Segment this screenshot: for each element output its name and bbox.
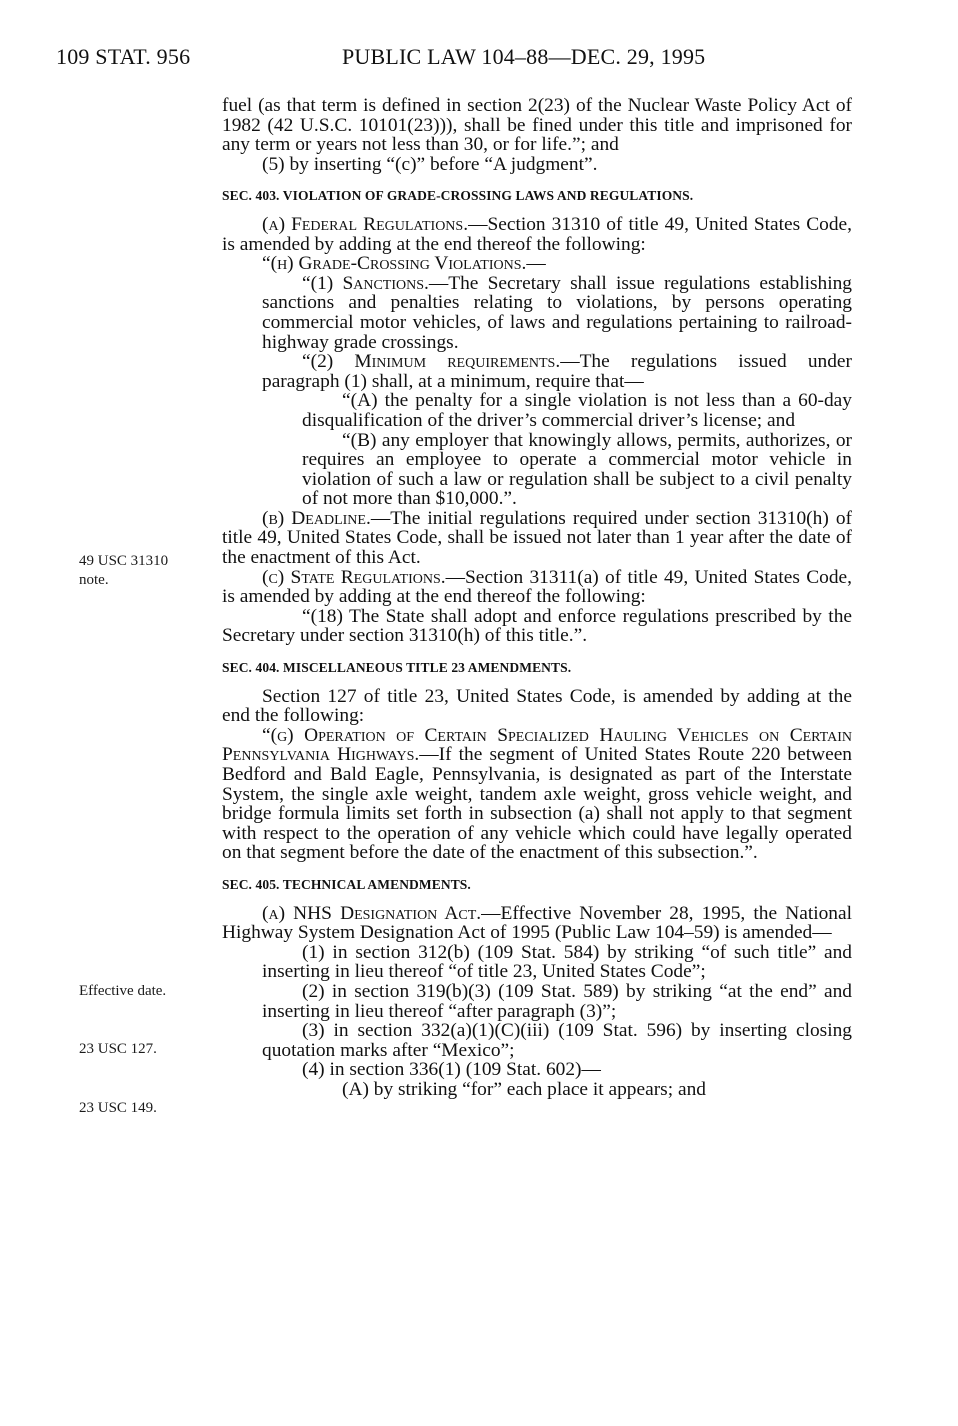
paragraph-2-label: “(2) Minimum requirements. [302,351,561,373]
subsection-h-text: — [526,253,546,275]
statute-page-reference: 109 STAT. 956 [56,44,191,69]
margin-note-23-usc-127: 23 USC 127. [79,1041,157,1057]
item-4-a: (A) by striking “for” each place it appears; and [342,1078,706,1100]
subsection-b-text: —The initial regulations required under section 31310(h) of title 49, United States Code, shall be issued not later than 1 year after the date of the enactment of this Act. [222,507,852,569]
paragraph-1-sanctions [222,274,852,352]
paragraph-1-text: —The Secretary shall issue regulations establishing sanctions and penalties relating to violations, by persons operating commercial motor vehicles, of laws and regulations pertaining to railroad-highway grade crossings. [262,272,852,353]
subparagraph-a: “(A) the penalty for a single violation is not less than a 60-day disqualification of the driver’s commercial driver’s license; and [302,390,852,431]
subsection-g-operation-specialized-vehicles [222,726,852,863]
page-header [0,44,958,74]
margin-note-49-usc-31310 [79,552,168,590]
margin-note-effective-date: Effective date. [79,983,167,999]
section-403-heading: SEC. 403. VIOLATION OF GRADE-CROSSING LAWS AND REGULATIONS. [222,188,694,204]
subsection-h-grade-crossing-violations [222,254,852,274]
paragraph-2-minimum-requirements [222,352,852,391]
subsection-a-nhs-designation-act [222,904,852,943]
subsection-c-text: —Section 31311(a) of title 49, United States Code, is amended by adding at the end thereof the following: [222,566,852,608]
item-4: (4) in section 336(1) (109 Stat. 602)— [302,1059,601,1081]
margin-note-line: note. [79,572,109,588]
subsection-b-deadline [222,509,852,568]
section-404-heading: SEC. 404. MISCELLANEOUS TITLE 23 AMENDMENTS. [222,660,572,676]
paragraph-18: “(18) The State shall adopt and enforce regulations prescribed by the Secretary under section 31310(h) of this title.”. [222,605,852,647]
paragraph-2-text: —The regulations issued under paragraph (1) shall, at a minimum, require that— [262,351,852,392]
paragraph-1-label: “(1) Sanctions. [302,272,429,294]
section-405-heading: SEC. 405. TECHNICAL AMENDMENTS. [222,876,471,892]
paragraph-fuel-continuation: fuel (as that term is defined in section 2(23) of the Nuclear Waste Policy Act of 1982 (42 U.S.C. 10101(23))), shall be fined under this title and imprisoned for any term or years not less than 30, or for life.”; and [222,95,852,156]
subsection-a-text: —Section 31310 of title 49, United States Code, is amended by adding at the end thereof the following: [222,213,852,255]
margin-note-23-usc-149: 23 USC 149. [79,1100,157,1116]
nhs-text: —Effective November 28, 1995, the National Highway System Designation Act of 1995 (Public Law 104–59) is amended— [222,902,852,944]
public-law-title: PUBLIC LAW 104–88—DEC. 29, 1995 [342,44,706,69]
subsection-a-label: (a) Federal Regulations. [262,213,469,235]
subsection-h-label: “(h) Grade-Crossing Violations. [262,253,527,275]
margin-note-line: 49 USC 31310 [79,553,169,569]
subsection-g-label: “(g) Operation of Certain Specialized Hauling Vehicles on Certain Pennsylvania Highways. [222,724,852,766]
body-text [222,96,852,1100]
subsection-a-federal-regulations [222,215,852,254]
nhs-label: (a) NHS Designation Act. [262,902,482,924]
subsection-g-text: —If the segment of United States Route 220 between Bedford and Bald Eagle, Pennsylvania, is designated as part of the Interstate System, the single axle weight, tandem axle weight, gross vehicle weight, and bridge formula limits set forth in subsection (a) shall not apply to that segment with respect to the operation of any vehicle which could have legally operated on that segment before the date of the enactment of this subsection.”. [222,744,852,864]
item-2: (2) in section 319(b)(3) (109 Stat. 589) by striking “at the end” and inserting in lieu thereof “after paragraph (3)”; [262,980,852,1022]
item-1: (1) in section 312(b) (109 Stat. 584) by striking “of such title” and inserting in lieu thereof “of title 23, United States Code”; [262,941,852,983]
paragraph-5: (5) by inserting “(c)” before “A judgment”. [262,153,598,175]
item-3: (3) in section 332(a)(1)(C)(iii) (109 Stat. 596) by inserting closing quotation marks after “Mexico”; [262,1020,852,1061]
subsection-c-state-regulations [222,568,852,607]
section-404-intro: Section 127 of title 23, United States Code, is amended by adding at the end the following: [222,685,852,727]
subsection-b-label: (b) Deadline. [262,507,371,529]
subsection-c-label: (c) State Regulations. [262,566,446,588]
subparagraph-b: “(B) any employer that knowingly allows, permits, authorizes, or requires an employee to operate a commercial motor vehicle in violation of such a law or regulation shall be subject to a civil penalty of not more than $10,000.”. [302,429,852,510]
